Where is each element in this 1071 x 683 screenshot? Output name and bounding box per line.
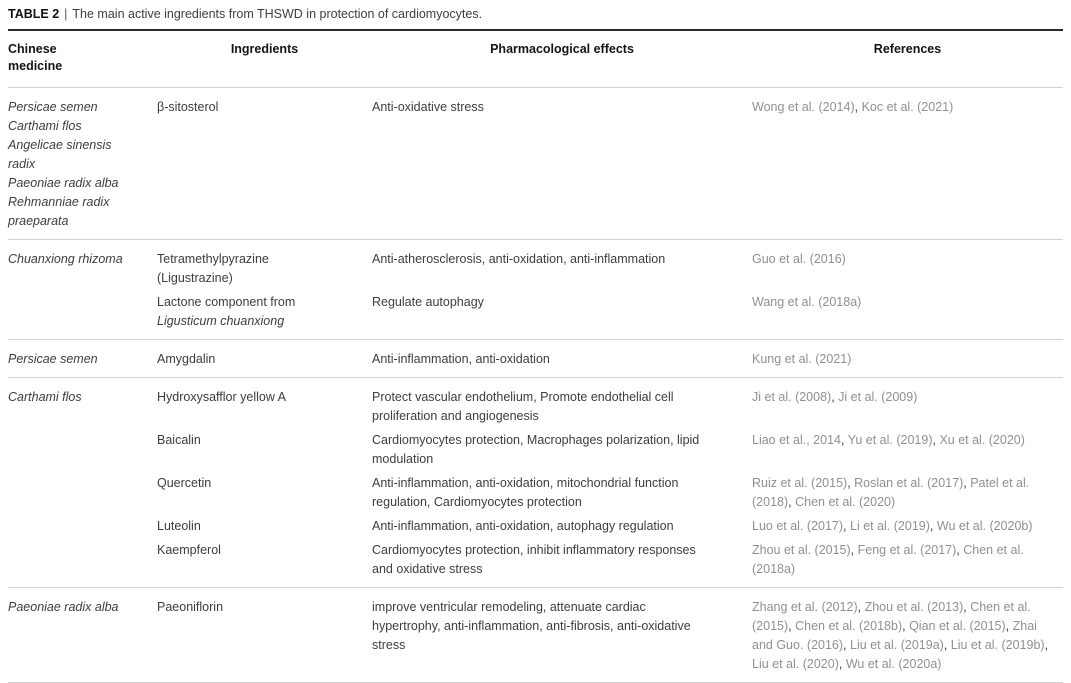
citation-link[interactable]: Kung et al. (2021) <box>752 352 852 366</box>
pharmacological-effects-cell: Protect vascular endothelium, Promote endothelial cell proliferation and angiogenesis <box>372 390 674 423</box>
references-cell <box>752 98 1063 117</box>
references-cell <box>752 293 1063 312</box>
ingredient-text: Lactone component from <box>157 295 296 309</box>
pharmacological-effects-cell: Anti-oxidative stress <box>372 100 484 114</box>
reference-separator: , <box>843 519 850 533</box>
reference-separator: , <box>850 543 858 557</box>
citation-link[interactable]: Ji et al. (2009) <box>838 390 918 404</box>
citation-link[interactable]: Wang et al. (2018a) <box>752 295 862 309</box>
ingredient-cell <box>157 98 372 117</box>
reference-separator: , <box>932 433 940 447</box>
reference-separator: , <box>963 600 971 614</box>
reference-separator: , <box>902 619 910 633</box>
reference-separator: , <box>929 519 937 533</box>
column-header-2 <box>157 41 372 75</box>
medicine-name: Chuanxiong rhizoma <box>8 252 123 266</box>
citation-link[interactable]: Koc et al. (2021) <box>861 100 954 114</box>
citation-link[interactable]: Liu et al. (2020) <box>752 657 839 671</box>
chinese-medicine-cell <box>8 388 157 407</box>
table-row <box>8 340 1063 378</box>
ingredient-latin-name: Ligusticum chuanxiong <box>157 314 285 328</box>
pharmacological-effects-cell: Anti-inflammation, anti-oxidation, autophagy regulation <box>372 519 674 533</box>
citation-link[interactable]: Ji et al. (2008) <box>752 390 832 404</box>
ingredient-text: Amygdalin <box>157 352 216 366</box>
chinese-medicine-cell <box>8 98 157 231</box>
references-cell <box>752 388 1063 407</box>
references-cell <box>752 598 1063 674</box>
references-cell <box>752 350 1063 369</box>
references-cell <box>752 250 1063 269</box>
citation-link[interactable]: Chen et al. (2018b) <box>795 619 903 633</box>
ingredient-text: β-sitosterol <box>157 100 219 114</box>
reference-separator: , <box>943 638 951 652</box>
table-body <box>8 88 1063 683</box>
references-cell <box>752 431 1063 450</box>
citation-link[interactable]: Wu et al. (2020b) <box>936 519 1033 533</box>
citation-link[interactable]: Chen et al. (2018a) <box>752 543 1024 576</box>
pharmacological-effects-cell: Anti-inflammation, anti-oxidation <box>372 352 550 366</box>
citation-link[interactable]: Yu et al. (2019) <box>847 433 933 447</box>
table-row <box>8 88 1063 240</box>
caption-text: The main active ingredients from THSWD in protection of cardiomyocytes. <box>72 7 483 21</box>
citation-link[interactable]: Li et al. (2019) <box>850 519 930 533</box>
reference-separator: , <box>854 100 862 114</box>
reference-separator: , <box>788 619 796 633</box>
citation-link[interactable]: Qian et al. (2015) <box>909 619 1006 633</box>
citation-link[interactable]: Guo et al. (2016) <box>752 252 846 266</box>
ingredient-text: Kaempferol <box>157 543 221 557</box>
pharmacological-effects-cell: Anti-atherosclerosis, anti-oxidation, anti-inflammation <box>372 252 666 266</box>
chinese-medicine-cell <box>8 350 157 369</box>
column-header-3 <box>372 41 752 75</box>
citation-link[interactable]: Zhai and Guo. (2016) <box>752 619 1037 652</box>
ingredient-text: Tetramethylpyrazine (Ligustrazine) <box>157 252 269 285</box>
pharmacological-effects-cell: Regulate autophagy <box>372 295 484 309</box>
ingredient-cell <box>157 350 372 369</box>
citation-link[interactable]: Liao et al., 2014 <box>752 433 841 447</box>
citation-link[interactable]: Patel et al. (2018) <box>752 476 1030 509</box>
reference-separator: , <box>857 600 865 614</box>
reference-separator: , <box>843 638 850 652</box>
reference-separator: , <box>831 390 839 404</box>
column-header-line: medicine <box>8 59 63 73</box>
citation-link[interactable]: Ruiz et al. (2015) <box>752 476 848 490</box>
ingredient-cell <box>157 541 372 560</box>
column-header-line: Chinese <box>8 42 57 56</box>
citation-link[interactable]: Luo et al. (2017) <box>752 519 844 533</box>
citation-link[interactable]: Liu et al. (2019a) <box>850 638 944 652</box>
ingredient-cell <box>157 598 372 617</box>
pharmacological-effects-cell: Cardiomyocytes protection, Macrophages polarization, lipid modulation <box>372 433 700 466</box>
citation-link[interactable]: Roslan et al. (2017) <box>854 476 964 490</box>
citation-link[interactable]: Chen et al. (2020) <box>795 495 896 509</box>
reference-separator: , <box>788 495 796 509</box>
ingredient-cell <box>157 474 372 493</box>
ingredient-text: Paeoniflorin <box>157 600 224 614</box>
reference-separator: , <box>1044 638 1049 652</box>
medicine-name: Paeoniae radix alba <box>8 600 119 614</box>
ingredient-text: Quercetin <box>157 476 212 490</box>
pharmacological-effects-cell: Anti-inflammation, anti-oxidation, mitochondrial function regulation, Cardiomyocytes protection <box>372 476 679 509</box>
medicine-name: Persicae semen <box>8 352 98 366</box>
column-header-1 <box>8 41 157 75</box>
table-row <box>8 588 1063 683</box>
ingredient-cell <box>157 517 372 536</box>
ingredient-text: Luteolin <box>157 519 201 533</box>
table-label: TABLE 2 <box>8 7 60 21</box>
medicine-name: Carthami flos <box>8 390 82 404</box>
pharmacological-effects-cell: Cardiomyocytes protection, inhibit inflammatory responses and oxidative stress <box>372 543 696 576</box>
medicine-name: Carthami flos <box>8 119 82 133</box>
column-header-4 <box>752 41 1063 75</box>
medicine-name: Angelicae sinensis radix <box>8 138 112 171</box>
caption-separator: | <box>64 7 68 21</box>
pharmacological-effects-cell: improve ventricular remodeling, attenuate cardiac hypertrophy, anti-inflammation, anti-fibrosis, anti-oxidative stress <box>372 600 691 652</box>
ingredient-cell <box>157 431 372 450</box>
column-header-line: Ingredients <box>230 42 299 56</box>
citation-link[interactable]: Zhou et al. (2013) <box>864 600 964 614</box>
references-cell <box>752 474 1063 512</box>
medicine-name: Rehmanniae radix praeparata <box>8 195 110 228</box>
medicine-name: Paeoniae radix alba <box>8 176 119 190</box>
reference-separator: , <box>956 543 964 557</box>
citation-link[interactable]: Xu et al. (2020) <box>939 433 1025 447</box>
reference-separator: , <box>840 433 848 447</box>
table-row <box>8 378 1063 588</box>
references-cell <box>752 541 1063 579</box>
citation-link[interactable]: Wu et al. (2020a) <box>845 657 942 671</box>
column-header-line: References <box>873 42 942 56</box>
medicine-name: Persicae semen <box>8 100 98 114</box>
references-cell <box>752 517 1063 536</box>
reference-separator: , <box>847 476 855 490</box>
reference-separator: , <box>963 476 971 490</box>
table-header <box>8 31 1063 88</box>
ingredient-text: Hydroxysafflor yellow A <box>157 390 286 404</box>
reference-separator: , <box>838 657 846 671</box>
table-caption <box>8 6 1063 23</box>
table-row <box>8 240 1063 340</box>
chinese-medicine-cell <box>8 598 157 617</box>
citation-link[interactable]: Feng et al. (2017) <box>857 543 957 557</box>
citation-link[interactable]: Zhou et al. (2015) <box>752 543 851 557</box>
ingredient-cell <box>157 250 372 288</box>
ingredient-text: Baicalin <box>157 433 201 447</box>
citation-link[interactable]: Zhang et al. (2012) <box>752 600 858 614</box>
reference-separator: , <box>1005 619 1013 633</box>
ingredient-cell <box>157 293 372 331</box>
ingredient-cell <box>157 388 372 407</box>
citation-link[interactable]: Liu et al. (2019b) <box>950 638 1045 652</box>
citation-link[interactable]: Wong et al. (2014) <box>752 100 855 114</box>
column-header-line: Pharmacological effects <box>490 42 634 56</box>
chinese-medicine-cell <box>8 250 157 269</box>
citation-link[interactable]: Chen et al. (2015) <box>752 600 1031 633</box>
